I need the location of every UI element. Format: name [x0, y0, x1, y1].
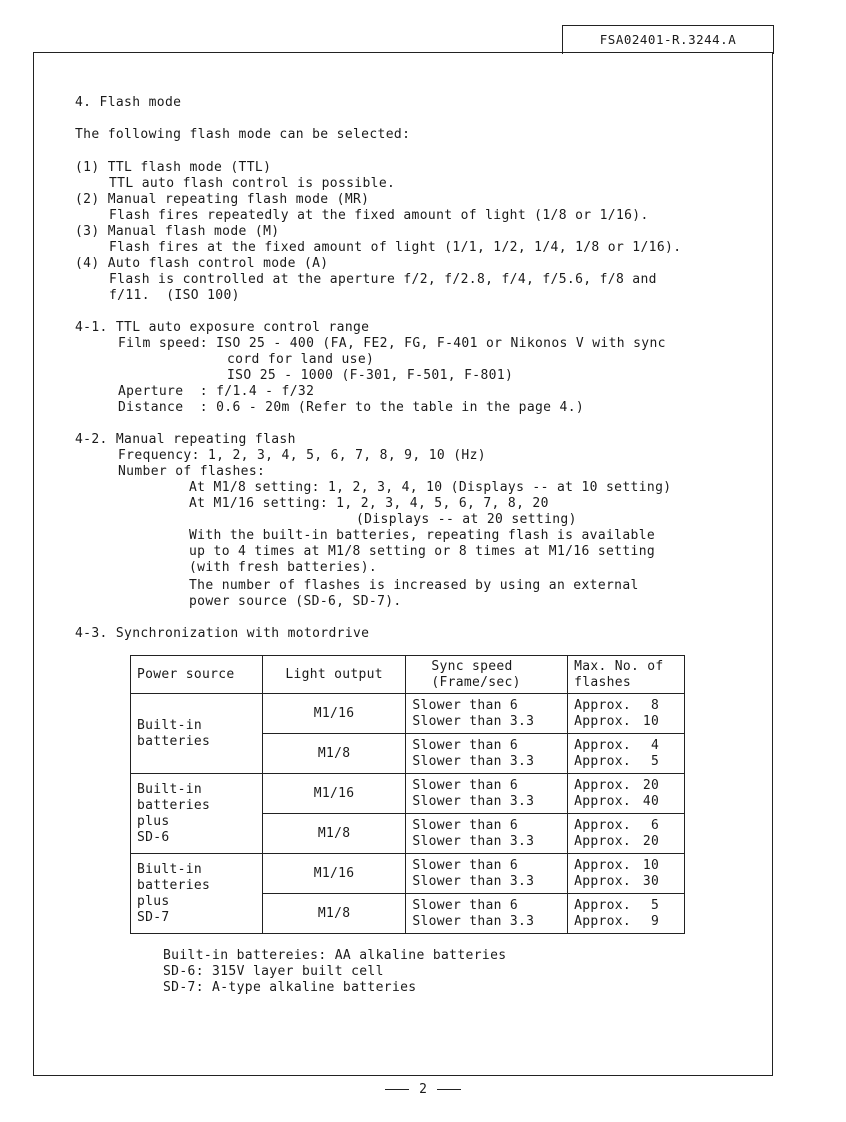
table-row [131, 694, 685, 734]
max-value: 4 [651, 737, 660, 753]
footnote-builtin: Built-in battereies: AA alkaline batteries [163, 948, 507, 963]
max-value: 20 [642, 833, 660, 849]
approx-label: Approx. [574, 833, 632, 849]
builtin-note-line1: With the built-in batteries, repeating flash is available [189, 528, 656, 543]
intro-text: The following flash mode can be selected: [75, 127, 411, 142]
table-header-row [131, 656, 685, 694]
table-row [131, 774, 685, 814]
distance-line: Distance : 0.6 - 20m (Refer to the table in the page 4.) [118, 400, 585, 415]
mode-4-desc-line2: f/11. (ISO 100) [109, 288, 240, 303]
sync-table [130, 655, 685, 934]
max-cell [568, 734, 685, 774]
external-note-line2: power source (SD-6, SD-7). [189, 594, 402, 609]
table-row [131, 854, 685, 894]
sync-cell: Slower than 6 Slower than 3.3 [406, 694, 568, 734]
sync-cell: Slower than 6 Slower than 3.3 [406, 734, 568, 774]
approx-label: Approx. [574, 873, 632, 889]
footnote-sd7: SD-7: A-type alkaline batteries [163, 980, 417, 995]
max-value: 5 [651, 753, 660, 769]
max-value: 9 [651, 913, 660, 929]
approx-label: Approx. [574, 793, 632, 809]
film-speed-line3: ISO 25 - 1000 (F-301, F-501, F-801) [227, 368, 514, 383]
mode-4-title: (4) Auto flash control mode (A) [75, 256, 329, 271]
approx-label: Approx. [574, 857, 632, 873]
header-sync-speed: Sync speed (Frame/sec) [406, 656, 568, 694]
max-value: 20 [642, 777, 660, 793]
section-title: 4. Flash mode [75, 95, 182, 110]
max-cell [568, 894, 685, 934]
max-value: 6 [651, 817, 660, 833]
max-value: 40 [642, 793, 660, 809]
max-cell [568, 694, 685, 734]
header-max-flashes: Max. No. of flashes [568, 656, 685, 694]
output-cell: M1/8 [262, 814, 406, 854]
source-cell: Biult-in batteries plus SD-7 [131, 854, 263, 934]
mode-3-title: (3) Manual flash mode (M) [75, 224, 280, 239]
sync-cell: Slower than 6 Slower than 3.3 [406, 854, 568, 894]
footer-dash-right [437, 1089, 461, 1091]
m116-setting-line: At M1/16 setting: 1, 2, 3, 4, 5, 6, 7, 8, 20 [189, 496, 549, 511]
external-note-line1: The number of flashes is increased by using an external [189, 578, 639, 593]
builtin-note-line2: up to 4 times at M1/8 setting or 8 times at M1/16 setting [189, 544, 656, 559]
source-cell: Built-in batteries [131, 694, 263, 774]
max-value: 8 [651, 697, 660, 713]
m18-setting-line: At M1/8 setting: 1, 2, 3, 4, 10 (Displays -- at 10 setting) [189, 480, 672, 495]
approx-label: Approx. [574, 777, 632, 793]
approx-label: Approx. [574, 737, 632, 753]
approx-label: Approx. [574, 897, 632, 913]
output-cell: M1/16 [262, 774, 406, 814]
output-cell: M1/8 [262, 894, 406, 934]
film-speed-line1: Film speed: ISO 25 - 400 (FA, FE2, FG, F-401 or Nikonos V with sync [118, 336, 666, 351]
max-cell [568, 774, 685, 814]
mode-1-desc: TTL auto flash control is possible. [109, 176, 396, 191]
output-cell: M1/8 [262, 734, 406, 774]
section-4-2-title: 4-2. Manual repeating flash [75, 432, 296, 447]
max-value: 5 [651, 897, 660, 913]
approx-label: Approx. [574, 697, 632, 713]
mode-2-title: (2) Manual repeating flash mode (MR) [75, 192, 370, 207]
document-id: FSA02401-R.3244.A [562, 25, 774, 54]
approx-label: Approx. [574, 913, 632, 929]
approx-label: Approx. [574, 713, 632, 729]
sync-cell: Slower than 6 Slower than 3.3 [406, 894, 568, 934]
frequency-line: Frequency: 1, 2, 3, 4, 5, 6, 7, 8, 9, 10 (Hz) [118, 448, 486, 463]
max-value: 10 [642, 857, 660, 873]
mode-4-desc-line1: Flash is controlled at the aperture f/2, f/2.8, f/4, f/5.6, f/8 and [109, 272, 657, 287]
header-light-output: Light output [262, 656, 406, 694]
approx-label: Approx. [574, 753, 632, 769]
number-of-flashes-label: Number of flashes: [118, 464, 266, 479]
sync-cell: Slower than 6 Slower than 3.3 [406, 814, 568, 854]
builtin-note-line3: (with fresh batteries). [189, 560, 378, 575]
output-cell: M1/16 [262, 694, 406, 734]
footer-dash-left [385, 1089, 409, 1091]
footnote-sd6: SD-6: 315V layer built cell [163, 964, 384, 979]
max-cell [568, 854, 685, 894]
page-number-footer [0, 1082, 846, 1097]
approx-label: Approx. [574, 817, 632, 833]
mode-2-desc: Flash fires repeatedly at the fixed amount of light (1/8 or 1/16). [109, 208, 649, 223]
page-number: 2 [419, 1082, 427, 1097]
section-4-1-title: 4-1. TTL auto exposure control range [75, 320, 370, 335]
source-cell: Built-in batteries plus SD-6 [131, 774, 263, 854]
sync-cell: Slower than 6 Slower than 3.3 [406, 774, 568, 814]
max-value: 10 [642, 713, 660, 729]
max-value: 30 [642, 873, 660, 889]
film-speed-line2: cord for land use) [227, 352, 375, 367]
max-cell [568, 814, 685, 854]
mode-3-desc: Flash fires at the fixed amount of light (1/1, 1/2, 1/4, 1/8 or 1/16). [109, 240, 682, 255]
aperture-line: Aperture : f/1.4 - f/32 [118, 384, 315, 399]
output-cell: M1/16 [262, 854, 406, 894]
mode-1-title: (1) TTL flash mode (TTL) [75, 160, 272, 175]
section-4-3-title: 4-3. Synchronization with motordrive [75, 626, 370, 641]
m116-setting-note: (Displays -- at 20 setting) [356, 512, 577, 527]
header-power-source: Power source [131, 656, 263, 694]
